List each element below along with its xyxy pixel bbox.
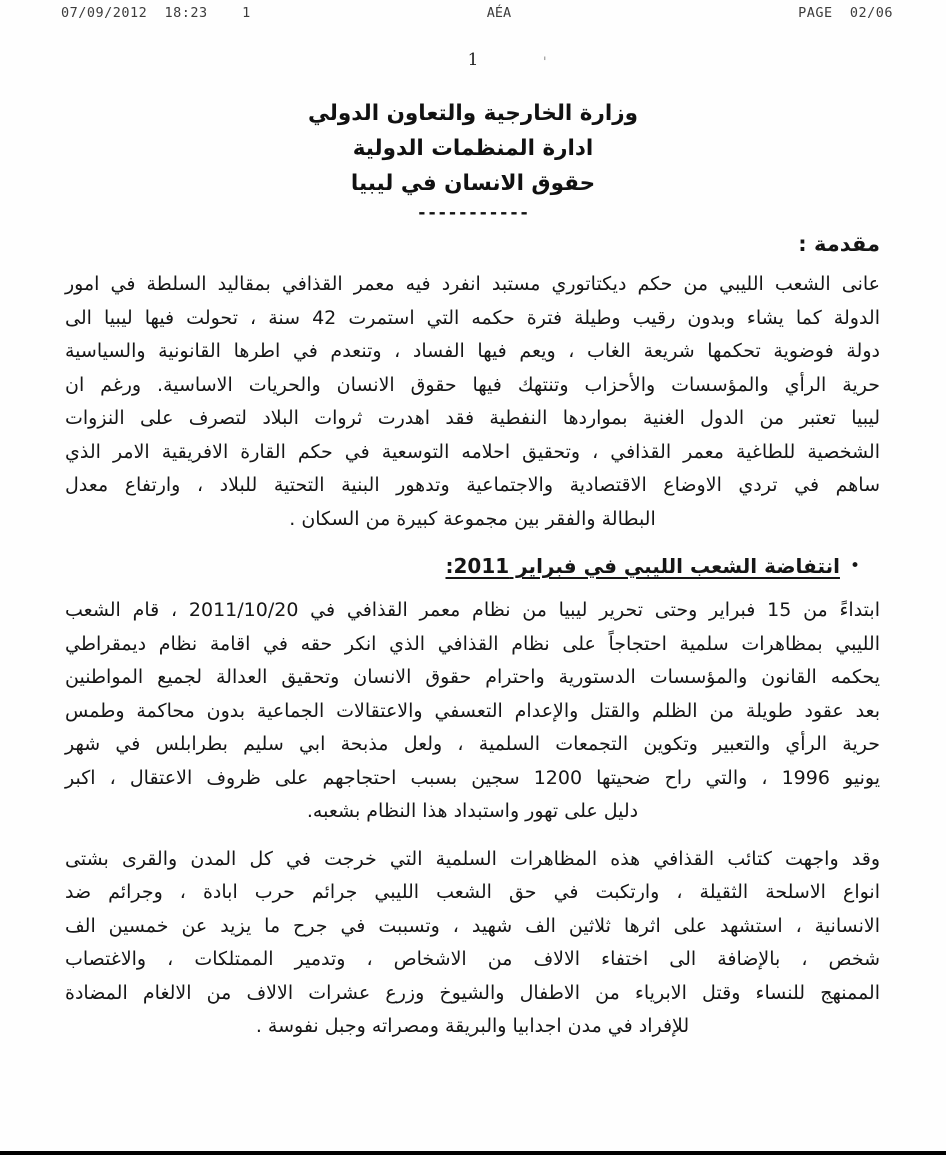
confrontation-paragraph [65,843,880,1044]
text-line: دولة فوضوية تحكمها شريعة الغاب ، ويعم فيها الفساد ، وتنعدم في اطرها القانونية والسياسية [65,340,880,362]
scan-artifact-mark: ' [543,55,547,70]
title-separator: ----------- [416,203,530,223]
fax-header [0,5,946,23]
intro-paragraph [65,268,880,536]
text-line: ليبيا تعتبر من الدول الغنية بمواردها النفطية فقد اهدرت ثروات البلاد لتصرف على النزوات [65,407,880,429]
text-line: شخص ، بالإضافة الى اختفاء الالاف من الاشخاص ، وتدمير الممتلكات ، والاغتصاب [65,948,880,970]
fax-station-id: AÉA [486,5,512,21]
text-line: الشخصية للطاغية معمر القذافي ، وتحقيق احلامه التوسعية في حكم القارة الافريقية الامر الذي [65,440,880,463]
text-line: دليل على تهور واستبداد هذا النظام بشعبه. [306,800,639,822]
text-line: وقد واجهت كتائب القذافي هذه المظاهرات السلمية التي خرجت في كل المدن والقرى بشتى [65,847,880,870]
title-subject: حقوق الانسان في ليبيا [350,171,596,196]
text-line: الليبي بمظاهرات سلمية احتجاجاً على نظام القذافي الذي انكر حقه في اقامة نظام ديمقراطي [65,632,880,655]
text-line: الدولة كما يشاء وبدون رقيب وطيلة فترة حكمه التي استمرت 42 سنة ، تحولت فيها ليبيا الى [65,306,880,329]
text-line: البطالة والفقر بين مجموعة كبيرة من السكان . [289,507,656,530]
text-line: حرية الرأي والمؤسسات والأحزاب وتنتهك فيها حقوق الانسان والحريات الاساسية. ورغم ان [65,373,880,396]
text-line: يونيو 1996 ، والتي راح ضحيتها 1200 سجين بسبب احتجاجهم على ظروف الاعتقال ، اكبر [65,766,880,789]
uprising-heading: انتفاضة الشعب الليبي في فبراير 2011: [445,554,840,578]
fax-page-count: PAGE 02/06 [798,5,893,21]
title-ministry: وزارة الخارجية والتعاون الدولي [308,101,638,126]
text-line: بعد عقود طويلة من الظلم والقتل والإعدام التعسفي والاعتقالات الجماعية بدون محاكمة وطمس [65,699,880,722]
title-department: ادارة المنظمات الدولية [352,136,594,161]
bullet-icon: • [849,556,860,576]
document-title-block [0,96,946,222]
scan-edge-line [0,1151,946,1155]
document-body [65,232,880,1044]
uprising-paragraph [65,594,880,829]
uprising-heading-row [65,553,880,582]
text-line: انواع الاسلحة الثقيلة ، وارتكبت في حق الشعب الليبي جرائم حرب ابادة ، وجرائم ضد [65,881,880,903]
fax-datetime-terminal: 07/09/2012 18:23 1 [61,5,251,21]
text-line: للإفراد في مدن اجدابيا والبريقة ومصراته وجبل نفوسة . [255,1015,690,1037]
text-line: ابتداءً من 15 فبراير وحتى تحرير ليبيا من نظام معمر القذافي في 2011/10/20 ، قام الشعب [65,599,880,621]
text-line: الانسانية ، استشهد على اثرها ثلاثين الف شهيد ، وتسببت في جرح ما يزيد عن خمسين الف [65,914,880,937]
text-line: عانى الشعب الليبي من حكم ديكتاتوري مستبد انفرد فيه معمر القذافي بمقاليد السلطة في امور [65,273,880,295]
text-line: يحكمه القانون والمؤسسات الدستورية واحترام حقوق الانسان وتحقيق العدالة لجميع المواطنين [65,666,880,688]
text-line: ساهم في تردي الاوضاع الاقتصادية والاجتماعية وتدهور البنية التحتية للبلاد ، وارتفاع معدل [65,474,880,496]
text-line: الممنهج للنساء وقتل الابرياء من الاطفال والشيوخ وزرع عشرات الالاف من الالغام المضادة [65,981,880,1004]
text-line: حرية الرأي والتعبير وتكوين التجمعات السلمية ، ولعل مذبحة ابي سليم بطرابلس في شهر [65,733,880,755]
intro-heading: مقدمة : [798,232,880,256]
page-number: 1 [467,50,479,70]
